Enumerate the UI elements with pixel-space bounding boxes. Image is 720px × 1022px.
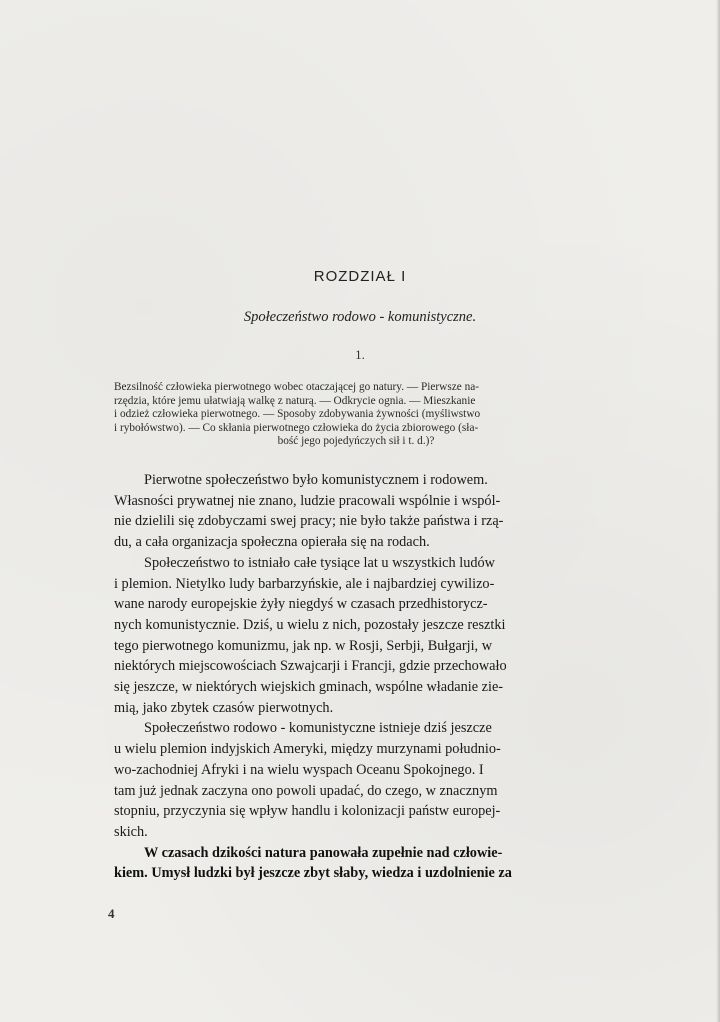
summary-line: i rybołówstwo). — Co skłania pierwotnego człowieka do życia zbiorowego (sła-	[114, 421, 479, 434]
summary-line: i odzież człowieka pierwotnego. — Sposoby zdobywania żywności (myśliwstwo	[114, 408, 481, 421]
chapter-title: ROZDZIAŁ I	[313, 268, 407, 285]
page-number: 4	[108, 906, 115, 921]
page-edge-shadow	[716, 0, 720, 1022]
section-number: 1.	[355, 347, 365, 362]
body-line: i plemion. Nietylko ludy barbarzyńskie, ale i najbardziej cywilizo-	[114, 575, 495, 592]
body-line: Społeczeństwo rodowo - komunistyczne istnieje dziś jeszcze	[144, 720, 492, 737]
body-line: się jeszcze, w niektórych wiejskich gminach, wspólne władanie zie-	[114, 679, 504, 696]
chapter-summary	[114, 381, 598, 449]
summary-line: bość jego pojedyńczych sił i t. d.)?	[277, 435, 435, 448]
body-line: W czasach dzikości natura panowała zupełnie nad człowie-	[144, 844, 503, 861]
body-line: niektórych miejscowościach Szwajcarji i Francji, gdzie przechowało	[114, 658, 507, 675]
body-line: wane narody europejskie żyły niegdyś w czasach przedhistorycz-	[114, 596, 488, 613]
body-line: Własności prywatnej nie znano, ludzie pracowali wspólnie i wspól-	[114, 492, 501, 509]
body-line: Pierwotne społeczeństwo było komunistycznem i rodowem.	[144, 472, 488, 488]
body-line: u wielu plemion indyjskich Ameryki, między murzynami południo-	[114, 741, 501, 758]
chapter-subtitle: Społeczeństwo rodowo - komunistyczne.	[243, 309, 477, 325]
body-line: tego pierwotnego komunizmu, jak np. w Rosji, Serbji, Bułgarji, w	[114, 637, 493, 654]
body-line: stopniu, przyczynia się wpływ handlu i kolonizacji państw europej-	[114, 803, 501, 820]
body-text	[114, 470, 598, 884]
body-line: skich.	[114, 823, 148, 840]
body-line: nych komunistycznie. Dziś, u wielu z nich, pozostały jeszcze resztki	[114, 616, 506, 633]
summary-line: Bezsilność człowieka pierwotnego wobec otaczającej go natury. — Pierwsze na-	[114, 381, 480, 393]
body-line: Społeczeństwo to istniało całe tysiące lat u wszystkich ludów	[144, 554, 495, 571]
summary-line: rzędzia, które jemu ułatwiają walkę z naturą. — Odkrycie ognia. — Mieszkanie	[114, 394, 476, 407]
body-line: mią, jako zbytek czasów pierwotnych.	[114, 699, 334, 716]
body-line: tam już jednak zaczyna ono powoli upadać, do czego, w znacznym	[114, 782, 498, 799]
body-line: kiem. Umysł ludzki był jeszcze zbyt słaby, wiedza i uzdolnienie za	[114, 865, 512, 882]
body-line: nie dzielili się zdobyczami swej pracy; nie było także państwa i rzą-	[114, 513, 504, 530]
body-line: wo-zachodniej Afryki i na wielu wyspach Oceanu Spokojnego. I	[114, 761, 484, 778]
body-line: du, a cała organizacja społeczna opierała się na rodach.	[114, 534, 430, 551]
